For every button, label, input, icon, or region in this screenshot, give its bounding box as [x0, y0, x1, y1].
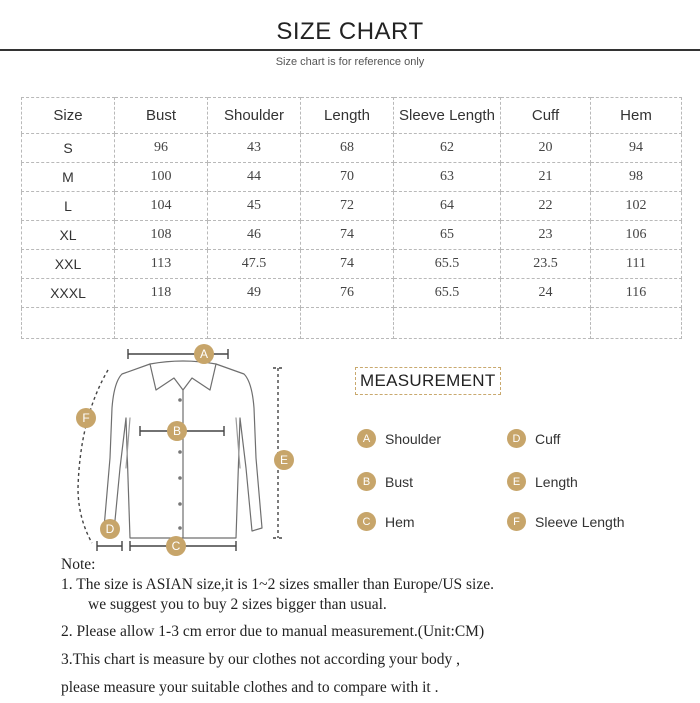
column-header: Length [301, 98, 394, 134]
measurement-title: MEASUREMENT [355, 367, 501, 395]
shirt-diagram [60, 338, 310, 560]
table-cell: 72 [301, 192, 394, 221]
table-cell: 111 [591, 250, 682, 279]
table-cell: XL [22, 221, 115, 250]
table-header-row [22, 98, 682, 134]
table-cell: 23 [501, 221, 591, 250]
table-cell: S [22, 134, 115, 163]
table-cell: 43 [208, 134, 301, 163]
legend-label: Hem [385, 513, 415, 530]
table-cell: 113 [115, 250, 208, 279]
table-cell: 47.5 [208, 250, 301, 279]
table-cell: 74 [301, 221, 394, 250]
table-cell: 62 [394, 134, 501, 163]
note-line: please measure your suitable clothes and to compare with it . [61, 679, 439, 696]
badge-c-icon [166, 536, 186, 556]
table-row [22, 163, 682, 192]
note-line: 3.This chart is measure by our clothes not according your body , [61, 651, 461, 668]
table-cell: 65.5 [394, 279, 501, 308]
legend-item-cuff [507, 429, 560, 448]
table-row [22, 250, 682, 279]
table-cell: 23.5 [501, 250, 591, 279]
title-divider [0, 49, 700, 51]
table-cell: XXL [22, 250, 115, 279]
svg-text:E: E [279, 453, 289, 467]
table-cell [115, 308, 208, 339]
column-header: Hem [591, 98, 682, 134]
note-line: 2. Please allow 1-3 cm error due to manual measurement.(Unit:CM) [61, 623, 485, 640]
table-cell: 24 [501, 279, 591, 308]
badge-e-icon [274, 450, 294, 470]
legend-item-sleeve-length [507, 512, 625, 531]
table-cell: 68 [301, 134, 394, 163]
notes-heading: Note: [61, 556, 96, 573]
table-cell: 65 [394, 221, 501, 250]
table-cell: M [22, 163, 115, 192]
legend-label: Shoulder [385, 430, 442, 447]
table-cell: 116 [591, 279, 682, 308]
table-cell: 46 [208, 221, 301, 250]
table-cell: 104 [115, 192, 208, 221]
legend-label: Bust [385, 473, 414, 490]
table-cell [591, 308, 682, 339]
table-cell: 20 [501, 134, 591, 163]
table-cell [394, 308, 501, 339]
table-cell: 74 [301, 250, 394, 279]
table-cell: 44 [208, 163, 301, 192]
table-row [22, 134, 682, 163]
sleeve-measure-line [78, 370, 108, 543]
table-row [22, 279, 682, 308]
table-cell [22, 308, 115, 339]
table-row [22, 221, 682, 250]
badge-d-icon [100, 519, 120, 539]
note-line: 1. The size is ASIAN size,it is 1~2 sizes smaller than Europe/US size. [61, 576, 494, 593]
badge-b-icon [167, 421, 187, 441]
svg-text:D: D [105, 522, 115, 536]
legend-label: Length [535, 473, 578, 490]
table-cell: 98 [591, 163, 682, 192]
badge-e-icon: E [507, 472, 526, 491]
table-cell: 118 [115, 279, 208, 308]
column-header: Sleeve Length [394, 98, 501, 134]
table-cell: 63 [394, 163, 501, 192]
badge-b-icon: B [357, 472, 376, 491]
badge-c-icon: C [357, 512, 376, 531]
legend-item-hem [357, 512, 415, 531]
page-title: SIZE CHART [276, 18, 424, 45]
table-cell [501, 308, 591, 339]
table-cell: 96 [115, 134, 208, 163]
badge-f-icon: F [507, 512, 526, 531]
table-cell: L [22, 192, 115, 221]
badge-d-icon: D [507, 429, 526, 448]
table-cell: 102 [591, 192, 682, 221]
table-cell: 70 [301, 163, 394, 192]
shirt-buttons [178, 398, 182, 530]
table-cell [208, 308, 301, 339]
svg-text:C: C [171, 539, 181, 553]
badge-f-icon [76, 408, 96, 428]
table-cell: 108 [115, 221, 208, 250]
table-row [22, 192, 682, 221]
table-cell: 94 [591, 134, 682, 163]
legend-label: Sleeve Length [535, 513, 625, 530]
table-cell: 64 [394, 192, 501, 221]
table-cell: 49 [208, 279, 301, 308]
page-subtitle: Size chart is for reference only [275, 56, 425, 68]
legend-label: Cuff [535, 430, 561, 447]
column-header: Size [22, 98, 115, 134]
column-header: Shoulder [208, 98, 301, 134]
table-cell: 100 [115, 163, 208, 192]
column-header: Cuff [501, 98, 591, 134]
svg-text:A: A [199, 347, 209, 361]
legend-item-bust [357, 472, 413, 491]
table-cell [301, 308, 394, 339]
note-line: we suggest you to buy 2 sizes bigger than usual. [88, 596, 387, 613]
svg-text:F: F [82, 411, 90, 425]
table-cell: XXXL [22, 279, 115, 308]
legend-item-shoulder [357, 429, 441, 448]
table-cell: 22 [501, 192, 591, 221]
badge-a-icon: A [357, 429, 376, 448]
table-cell: 76 [301, 279, 394, 308]
table-cell: 45 [208, 192, 301, 221]
cuff-measure-line [97, 541, 122, 551]
table-cell: 106 [591, 221, 682, 250]
badge-a-icon [194, 344, 214, 364]
shirt-collar [150, 361, 216, 390]
table-cell: 21 [501, 163, 591, 192]
table-row-empty [22, 308, 682, 339]
legend-item-length [507, 472, 578, 491]
table-cell: 65.5 [394, 250, 501, 279]
notes-section [61, 556, 691, 703]
size-table [21, 97, 682, 339]
column-header: Bust [115, 98, 208, 134]
svg-text:B: B [172, 424, 182, 438]
